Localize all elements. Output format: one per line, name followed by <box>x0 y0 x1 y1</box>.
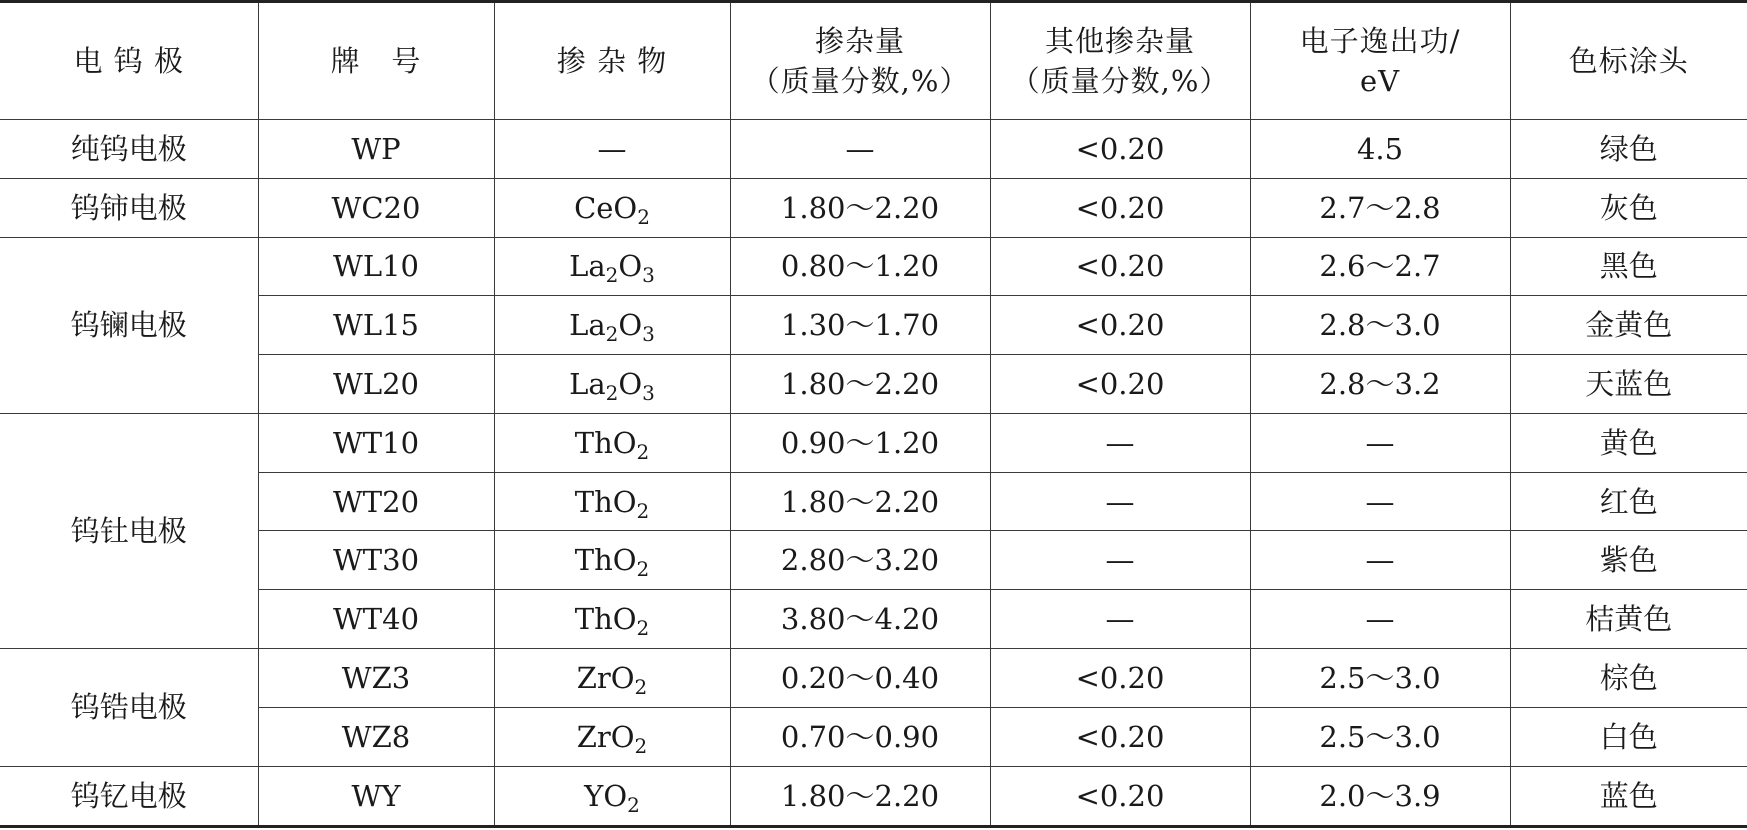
other-dopant-cell: <0.20 <box>990 707 1250 766</box>
dopant-cell <box>494 531 730 590</box>
table-row <box>0 649 1747 708</box>
work-function-cell: — <box>1250 590 1510 649</box>
table-row <box>0 590 1747 649</box>
dopant-formula-subscript: 2 <box>627 792 640 817</box>
other-dopant-cell: <0.20 <box>990 237 1250 296</box>
dopant-cell <box>494 707 730 766</box>
work-function-cell: 2.8～3.0 <box>1250 296 1510 355</box>
work-function-cell: 2.6～2.7 <box>1250 237 1510 296</box>
dopant-formula-subscript2: 3 <box>642 322 655 347</box>
dopant-amount-cell: 0.70～0.90 <box>730 707 990 766</box>
header-other-dopant <box>990 2 1250 120</box>
header-dopant <box>494 2 730 120</box>
other-dopant-cell: — <box>990 472 1250 531</box>
dopant-amount-cell: 1.80～2.20 <box>730 472 990 531</box>
dopant-formula-base: CeO <box>574 190 638 225</box>
dopant-amount-cell: 0.90～1.20 <box>730 413 990 472</box>
group-cell-yttrium: 钨钇电极 <box>0 766 258 826</box>
table-row <box>0 296 1747 355</box>
other-dopant-cell: — <box>990 413 1250 472</box>
table-header <box>0 2 1747 120</box>
grade-cell: WT20 <box>258 472 494 531</box>
table-row <box>0 531 1747 590</box>
dopant-formula-base: ThO <box>574 484 637 519</box>
work-function-cell: 2.7～2.8 <box>1250 178 1510 237</box>
dopant-cell <box>494 120 730 179</box>
dopant-formula-base: ThO <box>574 425 637 460</box>
color-tip-cell: 天蓝色 <box>1510 355 1747 414</box>
dopant-amount-cell: 0.20～0.40 <box>730 649 990 708</box>
dopant-formula-base: ThO <box>574 543 637 578</box>
dopant-cell <box>494 590 730 649</box>
table-row <box>0 178 1747 237</box>
dopant-formula-subscript: 2 <box>605 322 619 347</box>
dopant-formula-subscript: 2 <box>634 733 648 758</box>
header-dopant-label: 掺 杂 物 <box>556 44 668 78</box>
dopant-formula-subscript: 2 <box>637 204 650 229</box>
dopant-formula-base: YO <box>584 778 628 813</box>
dopant-amount-cell: 3.80～4.20 <box>730 590 990 649</box>
other-dopant-cell: <0.20 <box>990 296 1250 355</box>
dopant-cell <box>494 472 730 531</box>
color-tip-cell: 灰色 <box>1510 178 1747 237</box>
grade-cell: WL10 <box>258 237 494 296</box>
header-dopant-amount <box>730 2 990 120</box>
grade-cell: WC20 <box>258 178 494 237</box>
dopant-formula-post: O <box>618 367 643 402</box>
table-row <box>0 237 1747 296</box>
dopant-formula-subscript2: 3 <box>642 263 655 288</box>
dopant-cell <box>494 649 730 708</box>
work-function-cell: 4.5 <box>1250 120 1510 179</box>
dopant-cell <box>494 178 730 237</box>
dopant-formula-base: La <box>569 308 606 343</box>
header-work-function <box>1250 2 1510 120</box>
other-dopant-cell: <0.20 <box>990 120 1250 179</box>
group-cell-lanthanum: 钨镧电极 <box>0 237 258 413</box>
other-dopant-cell: — <box>990 590 1250 649</box>
dopant-cell <box>494 413 730 472</box>
dopant-formula-post: O <box>618 249 643 284</box>
group-cell-thorium: 钨钍电极 <box>0 413 258 648</box>
grade-cell: WZ8 <box>258 707 494 766</box>
dopant-text: — <box>597 131 627 166</box>
work-function-cell: — <box>1250 472 1510 531</box>
dopant-amount-cell: 0.80～1.20 <box>730 237 990 296</box>
other-dopant-cell: — <box>990 531 1250 590</box>
dopant-cell <box>494 766 730 826</box>
grade-cell: WZ3 <box>258 649 494 708</box>
dopant-formula-subscript: 2 <box>636 616 650 641</box>
grade-cell: WY <box>258 766 494 826</box>
dopant-amount-cell: 1.80～2.20 <box>730 355 990 414</box>
table-row <box>0 766 1747 826</box>
table-row <box>0 472 1747 531</box>
header-other-dopant-line2: （质量分数,%） <box>1010 64 1230 98</box>
color-tip-cell: 绿色 <box>1510 120 1747 179</box>
header-work-function-line2: eV <box>1359 64 1401 98</box>
other-dopant-cell: <0.20 <box>990 649 1250 708</box>
table-row <box>0 120 1747 179</box>
header-grade-label: 牌 号 <box>330 44 422 78</box>
dopant-formula-base: ZrO <box>576 719 635 754</box>
dopant-cell <box>494 237 730 296</box>
color-tip-cell: 棕色 <box>1510 649 1747 708</box>
header-work-function-line1: 电子逸出功/ <box>1299 24 1461 58</box>
work-function-cell: 2.5～3.0 <box>1250 707 1510 766</box>
dopant-amount-cell: — <box>730 120 990 179</box>
dopant-amount-cell: 1.30～1.70 <box>730 296 990 355</box>
header-other-dopant-line1: 其他掺杂量 <box>1044 24 1195 58</box>
color-tip-cell: 金黄色 <box>1510 296 1747 355</box>
group-cell-cerium: 钨铈电极 <box>0 178 258 237</box>
grade-cell: WT10 <box>258 413 494 472</box>
color-tip-cell: 红色 <box>1510 472 1747 531</box>
dopant-formula-subscript: 2 <box>636 498 650 523</box>
color-tip-cell: 蓝色 <box>1510 766 1747 826</box>
header-dopant-amount-line1: 掺杂量 <box>814 24 905 58</box>
dopant-amount-cell: 2.80～3.20 <box>730 531 990 590</box>
dopant-formula-post: O <box>618 308 643 343</box>
color-tip-cell: 黄色 <box>1510 413 1747 472</box>
table-row <box>0 413 1747 472</box>
header-row <box>0 2 1747 120</box>
other-dopant-cell: <0.20 <box>990 766 1250 826</box>
work-function-cell: 2.5～3.0 <box>1250 649 1510 708</box>
grade-cell: WL15 <box>258 296 494 355</box>
group-cell-pure: 纯钨电极 <box>0 120 258 179</box>
other-dopant-cell: <0.20 <box>990 355 1250 414</box>
color-tip-cell: 黑色 <box>1510 237 1747 296</box>
dopant-formula-base: ZrO <box>576 660 635 695</box>
dopant-formula-subscript: 2 <box>636 557 650 582</box>
work-function-cell: 2.0～3.9 <box>1250 766 1510 826</box>
dopant-formula-base: La <box>569 249 606 284</box>
dopant-amount-cell: 1.80～2.20 <box>730 766 990 826</box>
header-color-tip <box>1510 2 1747 120</box>
work-function-cell: 2.8～3.2 <box>1250 355 1510 414</box>
color-tip-cell: 白色 <box>1510 707 1747 766</box>
other-dopant-cell: <0.20 <box>990 178 1250 237</box>
color-tip-cell: 桔黄色 <box>1510 590 1747 649</box>
header-dopant-amount-line2: （质量分数,%） <box>750 64 970 98</box>
dopant-formula-subscript2: 3 <box>642 381 655 406</box>
header-color-tip-label: 色标涂头 <box>1568 44 1689 78</box>
table-row <box>0 707 1747 766</box>
header-grade <box>258 2 494 120</box>
dopant-amount-cell: 1.80～2.20 <box>730 178 990 237</box>
header-electrode-label: 电 钨 极 <box>73 44 184 78</box>
grade-cell: WT30 <box>258 531 494 590</box>
table-body <box>0 120 1747 827</box>
grade-cell: WT40 <box>258 590 494 649</box>
grade-cell: WL20 <box>258 355 494 414</box>
dopant-formula-subscript: 2 <box>605 381 619 406</box>
dopant-formula-subscript: 2 <box>634 674 648 699</box>
work-function-cell: — <box>1250 413 1510 472</box>
work-function-cell: — <box>1250 531 1510 590</box>
dopant-formula-base: La <box>569 367 606 402</box>
dopant-formula-base: ThO <box>574 602 637 637</box>
dopant-cell <box>494 355 730 414</box>
group-cell-zirconium: 钨锆电极 <box>0 649 258 767</box>
color-tip-cell: 紫色 <box>1510 531 1747 590</box>
grade-cell: WP <box>258 120 494 179</box>
header-electrode <box>0 2 258 120</box>
table-row <box>0 355 1747 414</box>
dopant-cell <box>494 296 730 355</box>
dopant-formula-subscript: 2 <box>605 263 619 288</box>
dopant-formula-subscript: 2 <box>636 439 650 464</box>
